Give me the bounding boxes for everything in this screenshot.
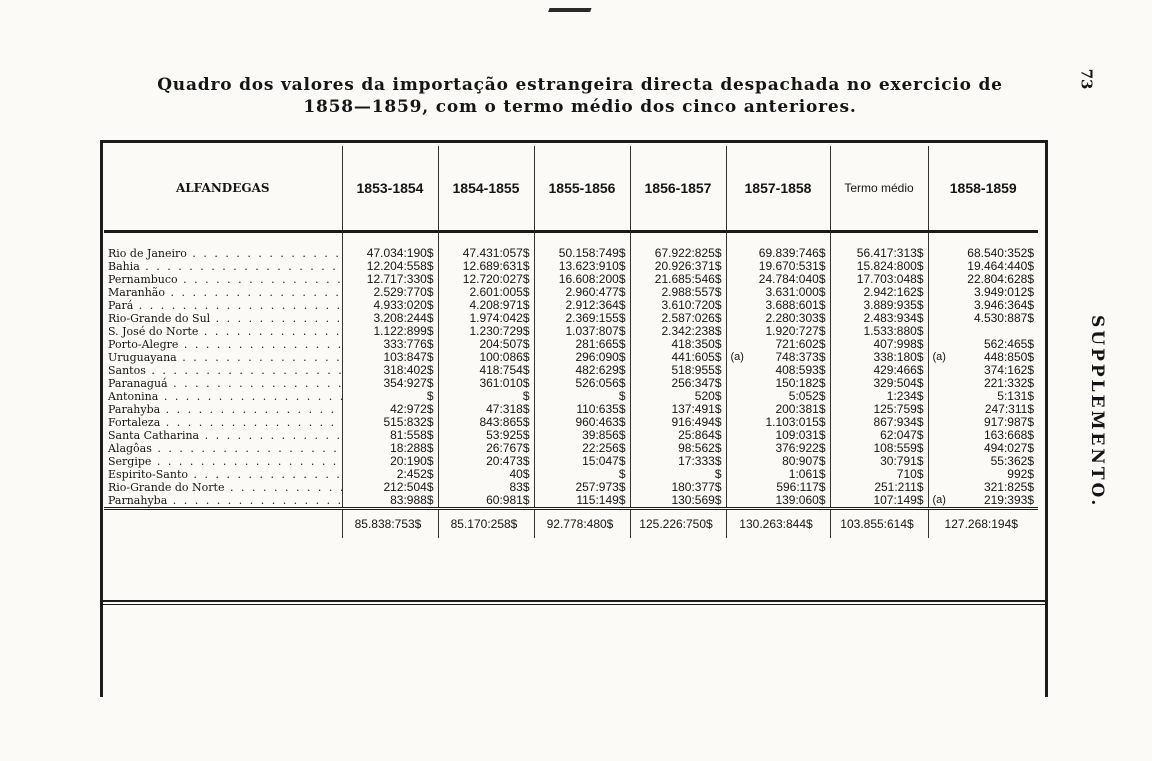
value-cell: 19.670:531$ — [726, 260, 830, 273]
value-cell: 56.417:313$ — [830, 247, 928, 260]
value-cell: 1.230:729$ — [438, 325, 534, 338]
table-rule — [100, 600, 1045, 602]
value-cell: 163:668$ — [928, 429, 1038, 442]
table-row — [104, 494, 1038, 509]
table-row — [104, 481, 1038, 494]
total-cell: 85.838:753$ — [342, 509, 438, 539]
value-cell: 42:972$ — [342, 403, 438, 416]
value-cell: 374:162$ — [928, 364, 1038, 377]
value-cell: 441:605$ — [630, 351, 726, 364]
value-cell: 321:825$ — [928, 481, 1038, 494]
value-cell: 251:211$ — [830, 481, 928, 494]
customs-house-name: Alagôas . . . — [104, 442, 342, 455]
value-cell: 1:061$ — [726, 468, 830, 481]
value-cell: 22:256$ — [534, 442, 630, 455]
customs-house-name: Pará . . . — [104, 299, 342, 312]
totals-label — [104, 509, 342, 539]
value-cell: 329:504$ — [830, 377, 928, 390]
value-cell: 4.208:971$ — [438, 299, 534, 312]
value-cell — [928, 325, 1038, 338]
value-cell: 596:117$ — [726, 481, 830, 494]
customs-house-name: Santos . . . — [104, 364, 342, 377]
value-cell: 13.623:910$ — [534, 260, 630, 273]
value-cell: 20:473$ — [438, 455, 534, 468]
value-cell: 83$ — [438, 481, 534, 494]
value-cell: 2.369:155$ — [534, 312, 630, 325]
value-cell: 867:934$ — [830, 416, 928, 429]
customs-house-name: Bahia . . . — [104, 260, 342, 273]
value-cell: 17.703:048$ — [830, 273, 928, 286]
value-cell: 212:504$ — [342, 481, 438, 494]
value-cell: 5:052$ — [726, 390, 830, 403]
customs-house-name: Sergipe . . . — [104, 455, 342, 468]
value-cell: 16.608:200$ — [534, 273, 630, 286]
value-cell: 520$ — [630, 390, 726, 403]
column-header-1854-1855: 1854-1855 — [438, 146, 534, 232]
value-cell: 333:776$ — [342, 338, 438, 351]
value-cell: 12.720:027$ — [438, 273, 534, 286]
value-cell: 103:847$ — [342, 351, 438, 364]
column-header-1858-1859: 1858-1859 — [928, 146, 1038, 232]
value-cell: 843:865$ — [438, 416, 534, 429]
value-cell: $ — [630, 468, 726, 481]
column-header-1856-1857: 1856-1857 — [630, 146, 726, 232]
value-cell: 361:010$ — [438, 377, 534, 390]
value-cell: 1.974:042$ — [438, 312, 534, 325]
table-rule-thin — [100, 604, 1045, 605]
title-line-2: 1858—1859, com o termo médio dos cinco anteriores. — [303, 97, 857, 117]
value-cell: 12.689:631$ — [438, 260, 534, 273]
value-cell: 2.601:005$ — [438, 286, 534, 299]
value-cell: 408:593$ — [726, 364, 830, 377]
customs-house-name: Maranhão . . . — [104, 286, 342, 299]
value-cell: 376:922$ — [726, 442, 830, 455]
value-cell: 256:347$ — [630, 377, 726, 390]
table-row — [104, 260, 1038, 273]
column-header-1853-1854: 1853-1854 — [342, 146, 438, 232]
value-cell: 204:507$ — [438, 338, 534, 351]
value-cell: 2.529:770$ — [342, 286, 438, 299]
value-cell: 2.280:303$ — [726, 312, 830, 325]
value-cell: $ — [534, 390, 630, 403]
column-header-1857-1858: 1857-1858 — [726, 146, 830, 232]
value-cell: 318:402$ — [342, 364, 438, 377]
header-row — [104, 146, 1038, 232]
value-cell: 526:056$ — [534, 377, 630, 390]
value-cell: 67.922:825$ — [630, 247, 726, 260]
value-cell: 83:988$ — [342, 494, 438, 509]
value-cell: 60:981$ — [438, 494, 534, 509]
value-cell: 1.533:880$ — [830, 325, 928, 338]
value-cell: 2.587:026$ — [630, 312, 726, 325]
value-cell: 18:288$ — [342, 442, 438, 455]
value-cell: 429:466$ — [830, 364, 928, 377]
column-header-alfandegas: ALFANDEGAS — [104, 146, 342, 232]
value-cell: 53:925$ — [438, 429, 534, 442]
value-cell: 2.960:477$ — [534, 286, 630, 299]
title-line-1: Quadro dos valores da importação estrangeira directa despachada no exercicio de — [157, 75, 1003, 95]
table-row — [104, 273, 1038, 286]
value-cell: 39:856$ — [534, 429, 630, 442]
value-cell: 15:047$ — [534, 455, 630, 468]
value-cell: 3.610:720$ — [630, 299, 726, 312]
table-row — [104, 416, 1038, 429]
value-cell: 354:927$ — [342, 377, 438, 390]
value-cell: 26:767$ — [438, 442, 534, 455]
column-header-1855-1856: 1855-1856 — [534, 146, 630, 232]
value-cell: 19.464:440$ — [928, 260, 1038, 273]
value-cell: 257:973$ — [534, 481, 630, 494]
value-cell: 109:031$ — [726, 429, 830, 442]
value-cell: 17:333$ — [630, 455, 726, 468]
value-cell: 2.912:364$ — [534, 299, 630, 312]
customs-house-name: Fortaleza . . . — [104, 416, 342, 429]
value-cell: 494:027$ — [928, 442, 1038, 455]
column-header-termo-médio: Termo médio — [830, 146, 928, 232]
customs-house-name: S. José do Norte . . . — [104, 325, 342, 338]
value-cell: 40$ — [438, 468, 534, 481]
value-cell: 81:558$ — [342, 429, 438, 442]
customs-house-name: Santa Catharina . . . — [104, 429, 342, 442]
total-cell: 130.263:844$ — [726, 509, 830, 539]
customs-house-name: Rio-Grande do Sul . . . — [104, 312, 342, 325]
ornament-rule — [544, 8, 591, 22]
value-cell: 100:086$ — [438, 351, 534, 364]
value-cell: 1.103:015$ — [726, 416, 830, 429]
value-cell: 917:987$ — [928, 416, 1038, 429]
value-cell: 3.208:244$ — [342, 312, 438, 325]
value-cell: 107:149$ — [830, 494, 928, 509]
value-cell: 1.920:727$ — [726, 325, 830, 338]
value-cell: 418:350$ — [630, 338, 726, 351]
customs-house-name: Porto-Alegre . . . — [104, 338, 342, 351]
table-row — [104, 286, 1038, 299]
value-cell: 1.037:807$ — [534, 325, 630, 338]
value-cell: 12.717:330$ — [342, 273, 438, 286]
value-cell: 482:629$ — [534, 364, 630, 377]
value-cell: 55:362$ — [928, 455, 1038, 468]
value-cell: $ — [438, 390, 534, 403]
value-cell: 180:377$ — [630, 481, 726, 494]
value-cell: 2.483:934$ — [830, 312, 928, 325]
page-title — [120, 74, 1040, 118]
table-row — [104, 442, 1038, 455]
value-cell: (a) 748:373$ — [726, 351, 830, 364]
table-row — [104, 403, 1038, 416]
value-cell: 2.342:238$ — [630, 325, 726, 338]
value-cell: 710$ — [830, 468, 928, 481]
value-cell: 338:180$ — [830, 351, 928, 364]
customs-house-name: Pernambuco . . . — [104, 273, 342, 286]
customs-house-name: Antonina . . . — [104, 390, 342, 403]
value-cell: 3.631:000$ — [726, 286, 830, 299]
value-cell: 98:562$ — [630, 442, 726, 455]
table-row — [104, 455, 1038, 468]
value-cell: 3.949:012$ — [928, 286, 1038, 299]
customs-house-name: Rio de Janeiro . . . — [104, 247, 342, 260]
customs-house-name: Uruguayana . . . — [104, 351, 342, 364]
value-cell: 281:665$ — [534, 338, 630, 351]
total-cell: 92.778:480$ — [534, 509, 630, 539]
page-number: 73 — [1077, 68, 1096, 90]
value-cell: 24.784:040$ — [726, 273, 830, 286]
value-cell: 296:090$ — [534, 351, 630, 364]
value-cell: 2:452$ — [342, 468, 438, 481]
value-cell: 150:182$ — [726, 377, 830, 390]
import-values-table — [104, 146, 1038, 538]
value-cell: 247:311$ — [928, 403, 1038, 416]
side-label: SUPPLEMENTO. — [1087, 315, 1107, 509]
value-cell: 562:465$ — [928, 338, 1038, 351]
value-cell: 3.688:601$ — [726, 299, 830, 312]
value-cell: (a) 448:850$ — [928, 351, 1038, 364]
value-cell: 2.988:557$ — [630, 286, 726, 299]
value-cell: 30:791$ — [830, 455, 928, 468]
value-cell: 15.824:800$ — [830, 260, 928, 273]
footnote-marker: (a) — [730, 351, 744, 363]
value-cell: 4.530:887$ — [928, 312, 1038, 325]
value-cell: 62:047$ — [830, 429, 928, 442]
table-row — [104, 429, 1038, 442]
value-cell: 47.034:190$ — [342, 247, 438, 260]
spacer-row — [104, 232, 1038, 248]
table-row — [104, 377, 1038, 390]
value-cell: 4.933:020$ — [342, 299, 438, 312]
value-cell: 21.685:546$ — [630, 273, 726, 286]
value-cell: 22.804:628$ — [928, 273, 1038, 286]
value-cell: 115:149$ — [534, 494, 630, 509]
value-cell: 47.431:057$ — [438, 247, 534, 260]
value-cell: 200:381$ — [726, 403, 830, 416]
table-row — [104, 468, 1038, 481]
footnote-marker: (a) — [932, 494, 946, 506]
value-cell: 110:635$ — [534, 403, 630, 416]
value-cell: (a) 219:393$ — [928, 494, 1038, 509]
value-cell: 916:494$ — [630, 416, 726, 429]
value-cell: 130:569$ — [630, 494, 726, 509]
table-row — [104, 299, 1038, 312]
total-cell: 125.226:750$ — [630, 509, 726, 539]
table-row — [104, 364, 1038, 377]
customs-house-name: Parahyba . . . — [104, 403, 342, 416]
value-cell: 407:998$ — [830, 338, 928, 351]
value-cell: 221:332$ — [928, 377, 1038, 390]
value-cell: 125:759$ — [830, 403, 928, 416]
value-cell: 108:559$ — [830, 442, 928, 455]
value-cell: 960:463$ — [534, 416, 630, 429]
value-cell: 20.926:371$ — [630, 260, 726, 273]
customs-house-name: Rio-Grande do Norte . . . — [104, 481, 342, 494]
value-cell: $ — [534, 468, 630, 481]
totals-row — [104, 509, 1038, 539]
total-cell: 103.855:614$ — [830, 509, 928, 539]
value-cell: 20:190$ — [342, 455, 438, 468]
value-cell: 721:602$ — [726, 338, 830, 351]
value-cell: 418:754$ — [438, 364, 534, 377]
value-cell: 515:832$ — [342, 416, 438, 429]
value-cell: 47:318$ — [438, 403, 534, 416]
table-row — [104, 312, 1038, 325]
value-cell: 518:955$ — [630, 364, 726, 377]
value-cell: 5:131$ — [928, 390, 1038, 403]
value-cell: 3.889:935$ — [830, 299, 928, 312]
value-cell: 1.122:899$ — [342, 325, 438, 338]
value-cell: 992$ — [928, 468, 1038, 481]
value-cell: 1:234$ — [830, 390, 928, 403]
customs-house-name: Parnahyba . . . — [104, 494, 342, 509]
value-cell: 3.946:364$ — [928, 299, 1038, 312]
value-cell: 137:491$ — [630, 403, 726, 416]
value-cell: 12.204:558$ — [342, 260, 438, 273]
customs-house-name: Espirito-Santo . . . — [104, 468, 342, 481]
table-row — [104, 390, 1038, 403]
table-row — [104, 338, 1038, 351]
footnote-marker: (a) — [932, 351, 946, 363]
customs-house-name: Paranaguá . . . — [104, 377, 342, 390]
table-row — [104, 351, 1038, 364]
table-body — [104, 232, 1038, 539]
value-cell: 69.839:746$ — [726, 247, 830, 260]
value-cell: 50.158:749$ — [534, 247, 630, 260]
table-row — [104, 247, 1038, 260]
value-cell: 25:864$ — [630, 429, 726, 442]
total-cell: 127.268:194$ — [928, 509, 1038, 539]
value-cell: 2.942:162$ — [830, 286, 928, 299]
value-cell: 139:060$ — [726, 494, 830, 509]
value-cell: 80:907$ — [726, 455, 830, 468]
total-cell: 85.170:258$ — [438, 509, 534, 539]
value-cell: 68.540:352$ — [928, 247, 1038, 260]
table-row — [104, 325, 1038, 338]
value-cell: $ — [342, 390, 438, 403]
